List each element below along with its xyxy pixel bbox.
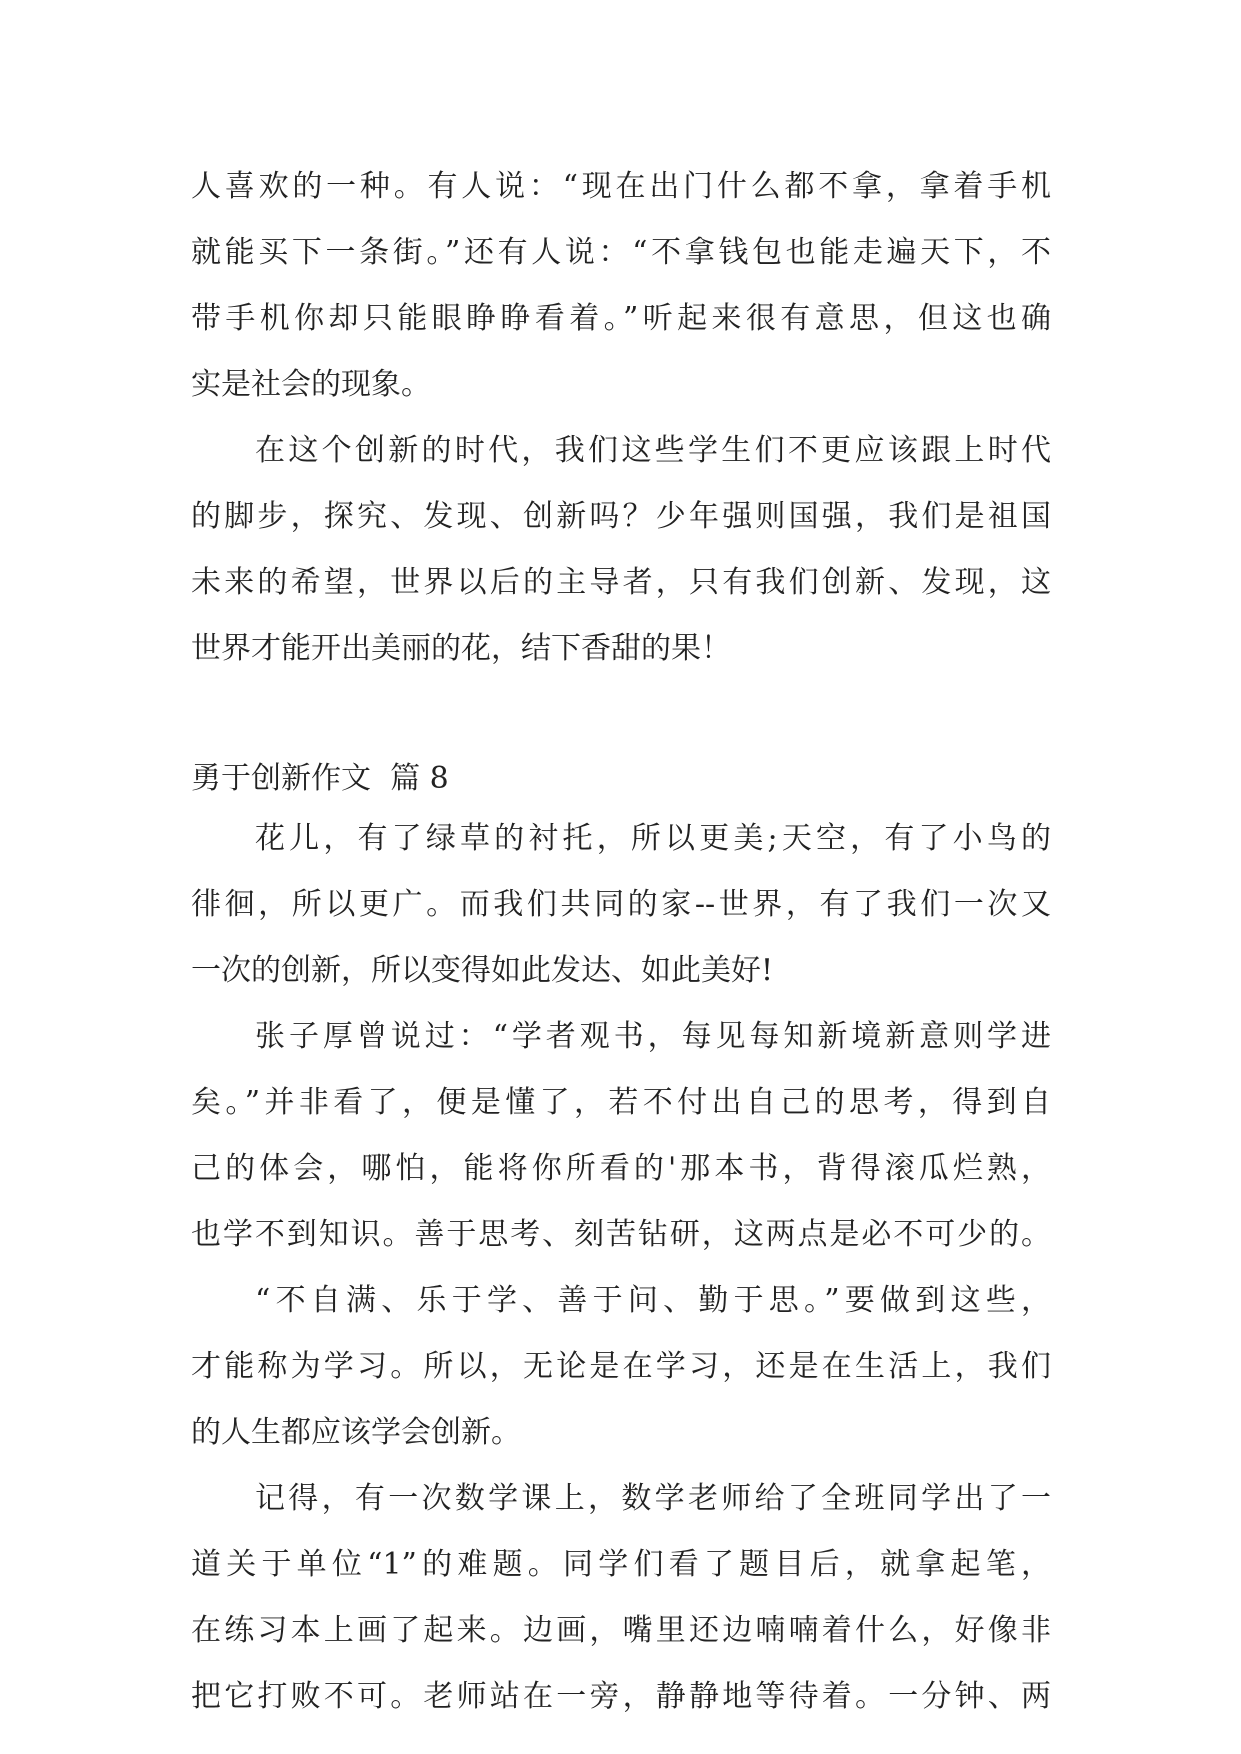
paragraph-line: 道关于单位“1”的难题。同学们看了题目后，就拿起笔， — [191, 1547, 1051, 1582]
paragraph-line: 张子厚曾说过：“学者观书，每见每知新境新意则学进 — [255, 1019, 1051, 1054]
paragraph-line: 己的体会，哪怕，能将你所看的'那本书，背得滚瓜烂熟， — [191, 1151, 1051, 1186]
paragraph-line: 人喜欢的一种。有人说：“现在出门什么都不拿，拿着手机 — [191, 169, 1051, 204]
paragraph-line: 的脚步，探究、发现、创新吗？少年强则国强，我们是祖国 — [191, 499, 1051, 534]
document-body — [191, 162, 1051, 1738]
paragraph-5 — [191, 1276, 1051, 1474]
paragraph-line: 在这个创新的时代，我们这些学生们不更应该跟上时代 — [255, 433, 1051, 468]
paragraph-line: 的人生都应该学会创新。 — [191, 1415, 521, 1450]
paragraph-6 — [191, 1474, 1051, 1738]
paragraph-line: 才能称为学习。所以，无论是在学习，还是在生活上，我们 — [191, 1349, 1051, 1384]
paragraph-line: “不自满、乐于学、善于问、勤于思。”要做到这些， — [255, 1283, 1051, 1318]
paragraph-4 — [191, 1012, 1051, 1276]
paragraph-line: 花儿，有了绿草的衬托，所以更美;天空，有了小鸟的 — [255, 821, 1051, 856]
paragraph-line: 一次的创新，所以变得如此发达、如此美好! — [191, 953, 774, 988]
paragraph-line: 带手机你却只能眼睁睁看着。”听起来很有意思，但这也确 — [191, 301, 1051, 336]
paragraph-line: 实是社会的现象。 — [191, 367, 431, 402]
paragraph-1 — [191, 162, 1051, 426]
paragraph-line: 徘徊，所以更广。而我们共同的家--世界，有了我们一次又 — [191, 887, 1051, 922]
paragraph-line: 矣。”并非看了，便是懂了，若不付出自己的思考，得到自 — [191, 1085, 1051, 1120]
paragraph-line: 把它打败不可。老师站在一旁，静静地等待着。一分钟、两 — [191, 1679, 1051, 1714]
paragraph-line: 在练习本上画了起来。边画，嘴里还边喃喃着什么，好像非 — [191, 1613, 1051, 1648]
paragraph-2 — [191, 426, 1051, 690]
paragraph-line: 记得，有一次数学课上，数学老师给了全班同学出了一 — [255, 1481, 1051, 1516]
paragraph-line: 就能买下一条街。”还有人说：“不拿钱包也能走遍天下，不 — [191, 235, 1051, 270]
paragraph-line: 也学不到知识。善于思考、刻苦钻研，这两点是必不可少的。 — [191, 1217, 1051, 1252]
section-heading: 勇于创新作文 篇 8 — [191, 761, 449, 796]
paragraph-line: 未来的希望，世界以后的主导者，只有我们创新、发现，这 — [191, 565, 1051, 600]
section-spacer — [191, 690, 1051, 754]
paragraph-line: 世界才能开出美丽的花，结下香甜的果！ — [191, 631, 731, 666]
paragraph-3 — [191, 814, 1051, 1012]
